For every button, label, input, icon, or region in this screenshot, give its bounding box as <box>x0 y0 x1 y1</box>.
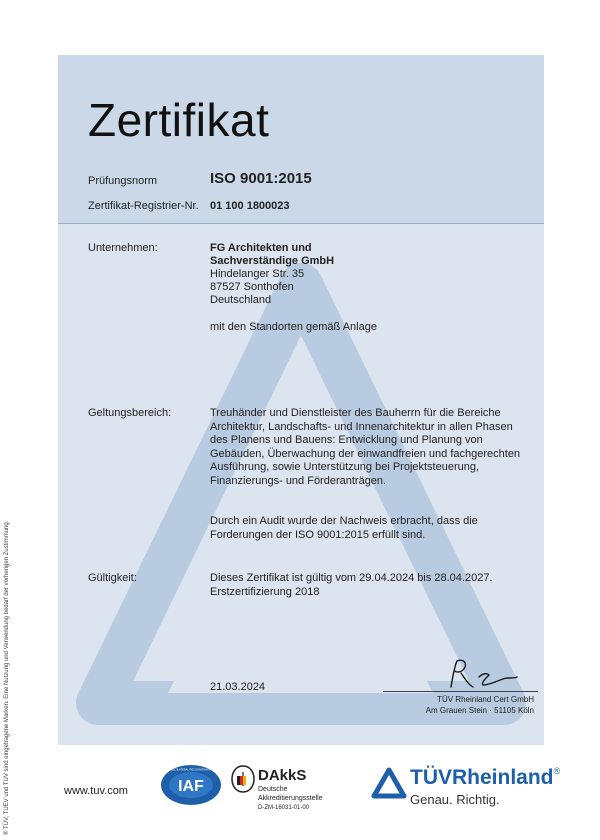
issue-date: 21.03.2024 <box>210 681 266 693</box>
tuv-brand: TÜVRheinland <box>410 766 554 789</box>
issuer-address: Am Grauen Stein · 51105 Köln <box>425 706 534 715</box>
validity-text: Dieses Zertifikat ist gültig vom 29.04.2024 bis 28.04.2027. <box>210 572 493 584</box>
validity-label: Gültigkeit: <box>88 572 137 584</box>
scope-line-2: Architektur, Landschafts- und Innenarchitektur in allen Phasen <box>210 420 513 433</box>
company-label: Unternehmen: <box>88 242 158 254</box>
address-country: Deutschland <box>210 294 272 306</box>
scope-line-1: Treuhänder und Dienstleister des Bauherrn für die Bereiche <box>210 407 501 419</box>
certificate-sheet <box>58 55 544 745</box>
first-certification: Erstzertifizierung 2018 <box>210 585 320 598</box>
signature-mark <box>443 657 523 691</box>
scope-line-6: Finanzierungs- und Förderanträgen. <box>210 474 387 487</box>
standard-label: Prüfungsnorm <box>88 175 158 187</box>
address-city: 87527 Sonthofen <box>210 281 294 293</box>
iaf-text: IAF <box>178 778 204 795</box>
address-street: Hindelanger Str. 35 <box>210 268 305 280</box>
registry-value: 01 100 1800023 <box>210 200 290 212</box>
registry-label: Zertifikat-Registrier-Nr. <box>88 200 199 212</box>
dakks-name: DAkkS <box>258 767 307 784</box>
dakks-logo <box>230 764 340 820</box>
scope-line-3: des Planens und Bauens: Entwicklung und Planung von <box>210 434 483 446</box>
trademark-note: ® TÜV, TUEV und TUV sind eingetragene Marken. Eine Nutzung und Verwendung bedarf der vorherigen Zustimmung. <box>4 520 10 835</box>
iaf-ring-text: MEMBER OF MULTILATERAL RECOGNITION ARRANGEMENT <box>153 768 229 772</box>
certificate-title: Zertifikat <box>88 94 270 146</box>
dakks-id: D-ZM-16031-01-00 <box>258 805 310 811</box>
signature-line <box>383 691 538 692</box>
dakks-emblem-icon <box>230 764 256 794</box>
scope-line-5: Ausführung, sowie Unterstützung bei Projektsteuerung, <box>210 461 480 473</box>
scope-line-4: Gebäuden, Überwachung der einwandfreien und fachgerechten <box>210 447 521 460</box>
audit-line-1: Durch ein Audit wurde der Nachweis erbracht, dass die <box>210 515 478 527</box>
dakks-line2: Akkreditierungsstelle <box>258 795 323 802</box>
dakks-line1: Deutsche <box>258 786 288 793</box>
website-link[interactable]: www.tuv.com <box>64 785 128 797</box>
tuv-triangle-icon <box>372 768 406 798</box>
locations-note: mit den Standorten gemäß Anlage <box>210 321 377 333</box>
standard-value: ISO 9001:2015 <box>210 170 312 187</box>
iaf-logo <box>153 764 229 806</box>
company-name-line1: FG Architekten und <box>210 242 312 254</box>
tuv-registered-mark: ® <box>553 766 561 776</box>
scope-label: Geltungsbereich: <box>88 407 172 419</box>
issuer-name: TÜV Rheinland Cert GmbH <box>437 695 534 704</box>
audit-line-2: Forderungen der ISO 9001:2015 erfüllt sind. <box>210 528 426 541</box>
header-divider <box>58 223 544 224</box>
tuv-slogan: Genau. Richtig. <box>410 792 500 807</box>
tuv-rheinland-logo <box>372 766 561 812</box>
company-name-line2: Sachverständige GmbH <box>210 255 335 267</box>
